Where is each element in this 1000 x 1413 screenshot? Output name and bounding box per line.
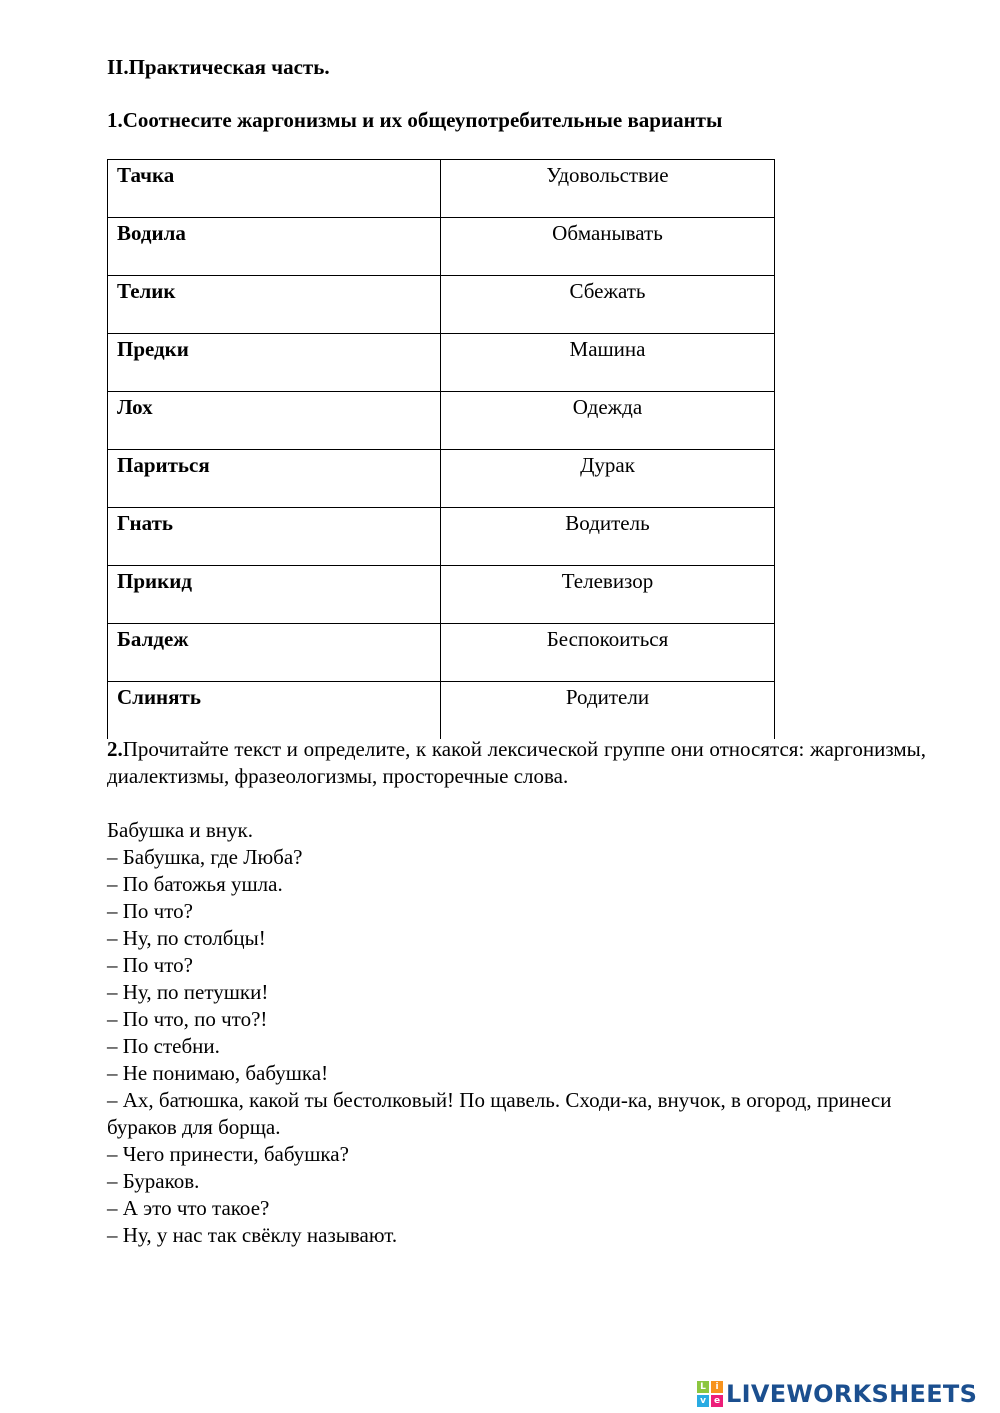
jargon-cell: Прикид xyxy=(108,566,441,624)
dialog-line: – По батожья ушла. xyxy=(107,872,283,896)
variant-cell: Удовольствие xyxy=(441,160,775,218)
liveworksheets-watermark xyxy=(697,1377,977,1411)
dialog-line: – По что? xyxy=(107,899,193,923)
table-row xyxy=(108,276,775,334)
dialog-line: – Бураков. xyxy=(107,1169,200,1193)
variant-cell: Телевизор xyxy=(441,566,775,624)
dialog-line: – Ах, батюшка, какой ты бестолковый! По щавель. Сходи-ка, внучок, в огород, принеси бураков для борща. xyxy=(107,1088,892,1139)
dialog-line: – Ну, у нас так свёклу называют. xyxy=(107,1223,398,1247)
watermark-text: LIVEWORKSHEETS xyxy=(726,1380,978,1408)
table-row xyxy=(108,160,775,218)
jargon-cell: Гнать xyxy=(108,508,441,566)
dialog-line: – А это что такое? xyxy=(107,1196,270,1220)
logo-letter: e xyxy=(711,1395,723,1407)
dialog-text xyxy=(107,817,922,1249)
dialog-line: – По что? xyxy=(107,953,193,977)
table-row xyxy=(108,508,775,566)
variant-cell: Дурак xyxy=(441,450,775,508)
dialog-line: – Ну, по петушки! xyxy=(107,980,269,1004)
jargon-cell: Лох xyxy=(108,392,441,450)
dialog-line: – Чего принести, бабушка? xyxy=(107,1142,349,1166)
logo-letter: i xyxy=(711,1381,723,1393)
task2-number: 2. xyxy=(107,737,123,761)
variant-cell: Родители xyxy=(441,682,775,740)
table-row xyxy=(108,624,775,682)
dialog-line: – Не понимаю, бабушка! xyxy=(107,1061,329,1085)
variant-cell: Сбежать xyxy=(441,276,775,334)
jargon-cell: Телик xyxy=(108,276,441,334)
dialog-title: Бабушка и внук. xyxy=(107,818,253,842)
variant-cell: Машина xyxy=(441,334,775,392)
jargon-cell: Париться xyxy=(108,450,441,508)
jargon-cell: Слинять xyxy=(108,682,441,740)
logo-letter: v xyxy=(697,1395,709,1407)
dialog-line: – По стебни. xyxy=(107,1034,220,1058)
dialog-line: – Ну, по столбцы! xyxy=(107,926,266,950)
jargon-cell: Предки xyxy=(108,334,441,392)
task2-text: Прочитайте текст и определите, к какой лексической группе они относятся: жаргонизмы, диалектизмы, фразеологизмы, просторечные слова. xyxy=(107,737,926,788)
section-title: II.Практическая часть. xyxy=(107,55,330,79)
liveworksheets-logo-icon xyxy=(697,1381,723,1407)
jargon-cell: Балдеж xyxy=(108,624,441,682)
dialog-line: – Бабушка, где Люба? xyxy=(107,845,303,869)
table-row xyxy=(108,566,775,624)
table-row xyxy=(108,450,775,508)
task2-instruction xyxy=(107,736,926,790)
logo-letter: L xyxy=(697,1381,709,1393)
dialog-line: – По что, по что?! xyxy=(107,1007,268,1031)
variant-cell: Беспокоиться xyxy=(441,624,775,682)
table-row xyxy=(108,218,775,276)
task1-title: 1.Соотнесите жаргонизмы и их общеупотребительные варианты xyxy=(107,108,723,132)
variant-cell: Одежда xyxy=(441,392,775,450)
table-row xyxy=(108,392,775,450)
table-row xyxy=(108,682,775,740)
matching-table xyxy=(107,159,775,739)
jargon-cell: Тачка xyxy=(108,160,441,218)
variant-cell: Водитель xyxy=(441,508,775,566)
table-row xyxy=(108,334,775,392)
jargon-cell: Водила xyxy=(108,218,441,276)
variant-cell: Обманывать xyxy=(441,218,775,276)
